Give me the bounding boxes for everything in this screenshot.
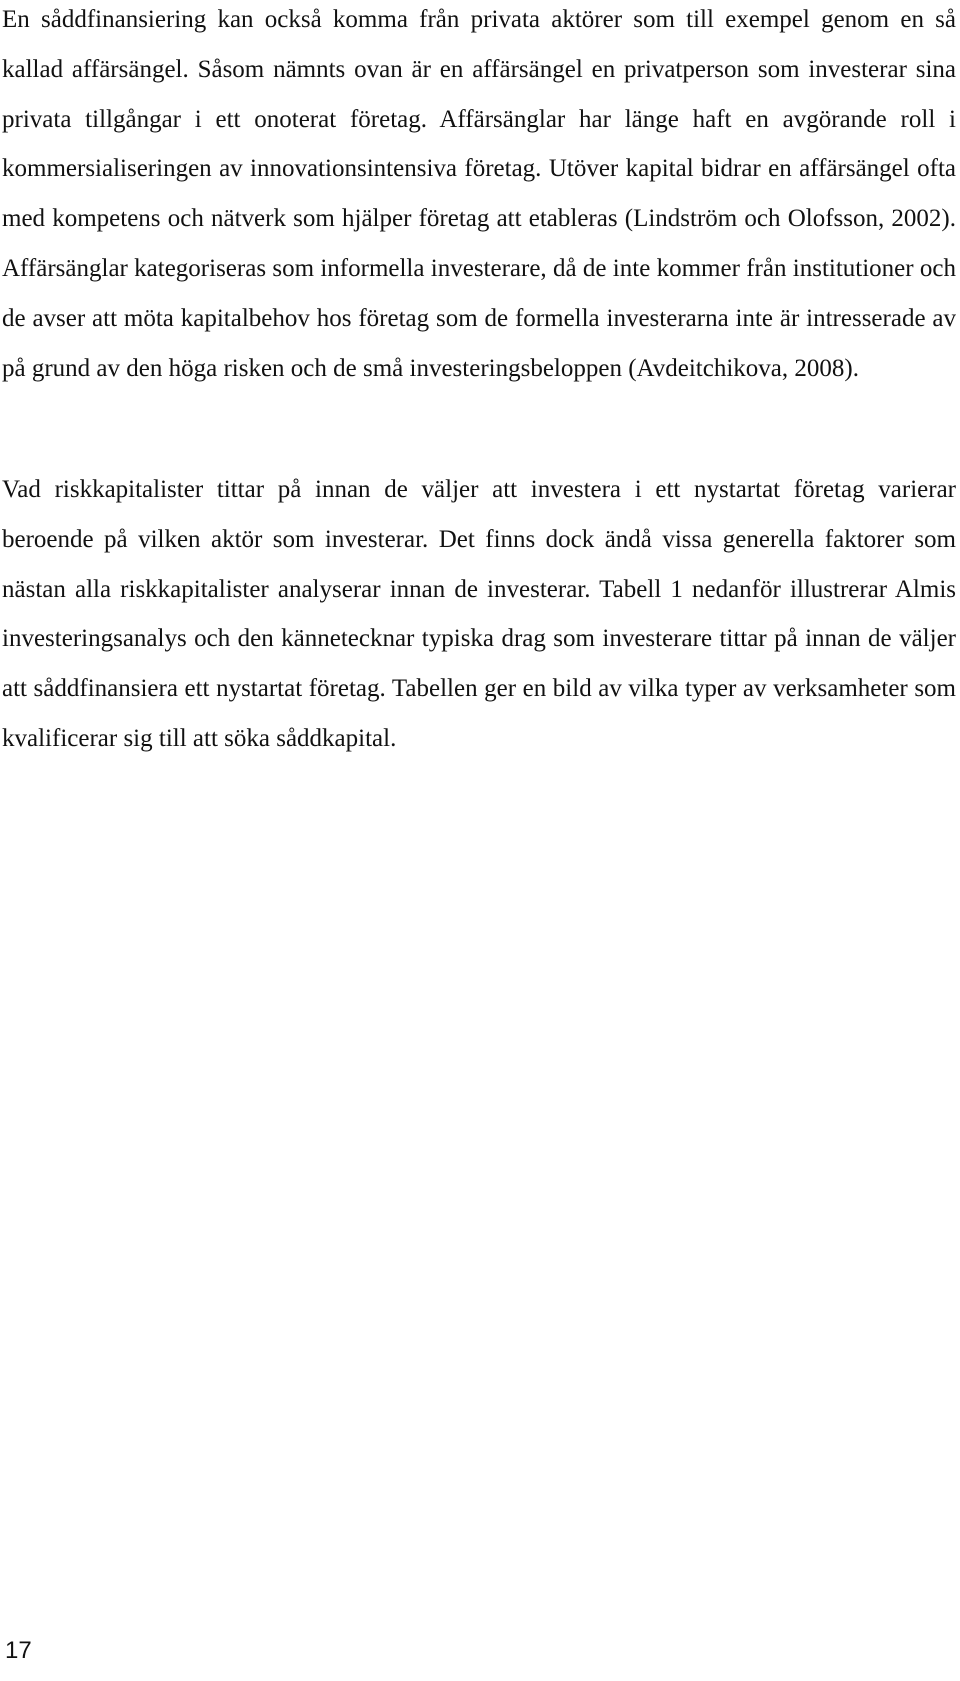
page-number: 17 <box>5 1637 32 1664</box>
body-paragraph-2: Vad riskkapitalister tittar på innan de väljer att investera i ett nystartat företag varierar beroende på vilken aktör som investerar. Det finns dock ändå vissa generella faktorer som nästan alla riskkapitalister analyserar innan de investerar. Tabell 1 nedanför illustrerar Almis investeringsanalys och den kännetecknar typiska drag som investerare tittar på innan de väljer att såddfinansiera ett nystartat företag. Tabellen ger en bild av vilka typer av verksamheter som kvalificerar sig till att söka såddkapital. <box>2 476 956 752</box>
body-paragraph-1: En såddfinansiering kan också komma från privata aktörer som till exempel genom en så kallad affärsängel. Såsom nämnts ovan är en affärsängel en privatperson som investerar sina privata tillgångar i ett onoterat företag. Affärsänglar har länge haft en avgörande roll i kommersialiseringen av innovationsintensiva företag. Utöver kapital bidrar en affärsängel ofta med kompetens och nätverk som hjälper företag att etableras (Lindström och Olofsson, 2002). Affärsänglar kategoriseras som informella investerare, då de inte kommer från institutioner och de avser att möta kapitalbehov hos företag som de formella investerarna inte är intresserade av på grund av den höga risken och de små investeringsbeloppen (Avdeitchikova, 2008). <box>2 6 956 382</box>
